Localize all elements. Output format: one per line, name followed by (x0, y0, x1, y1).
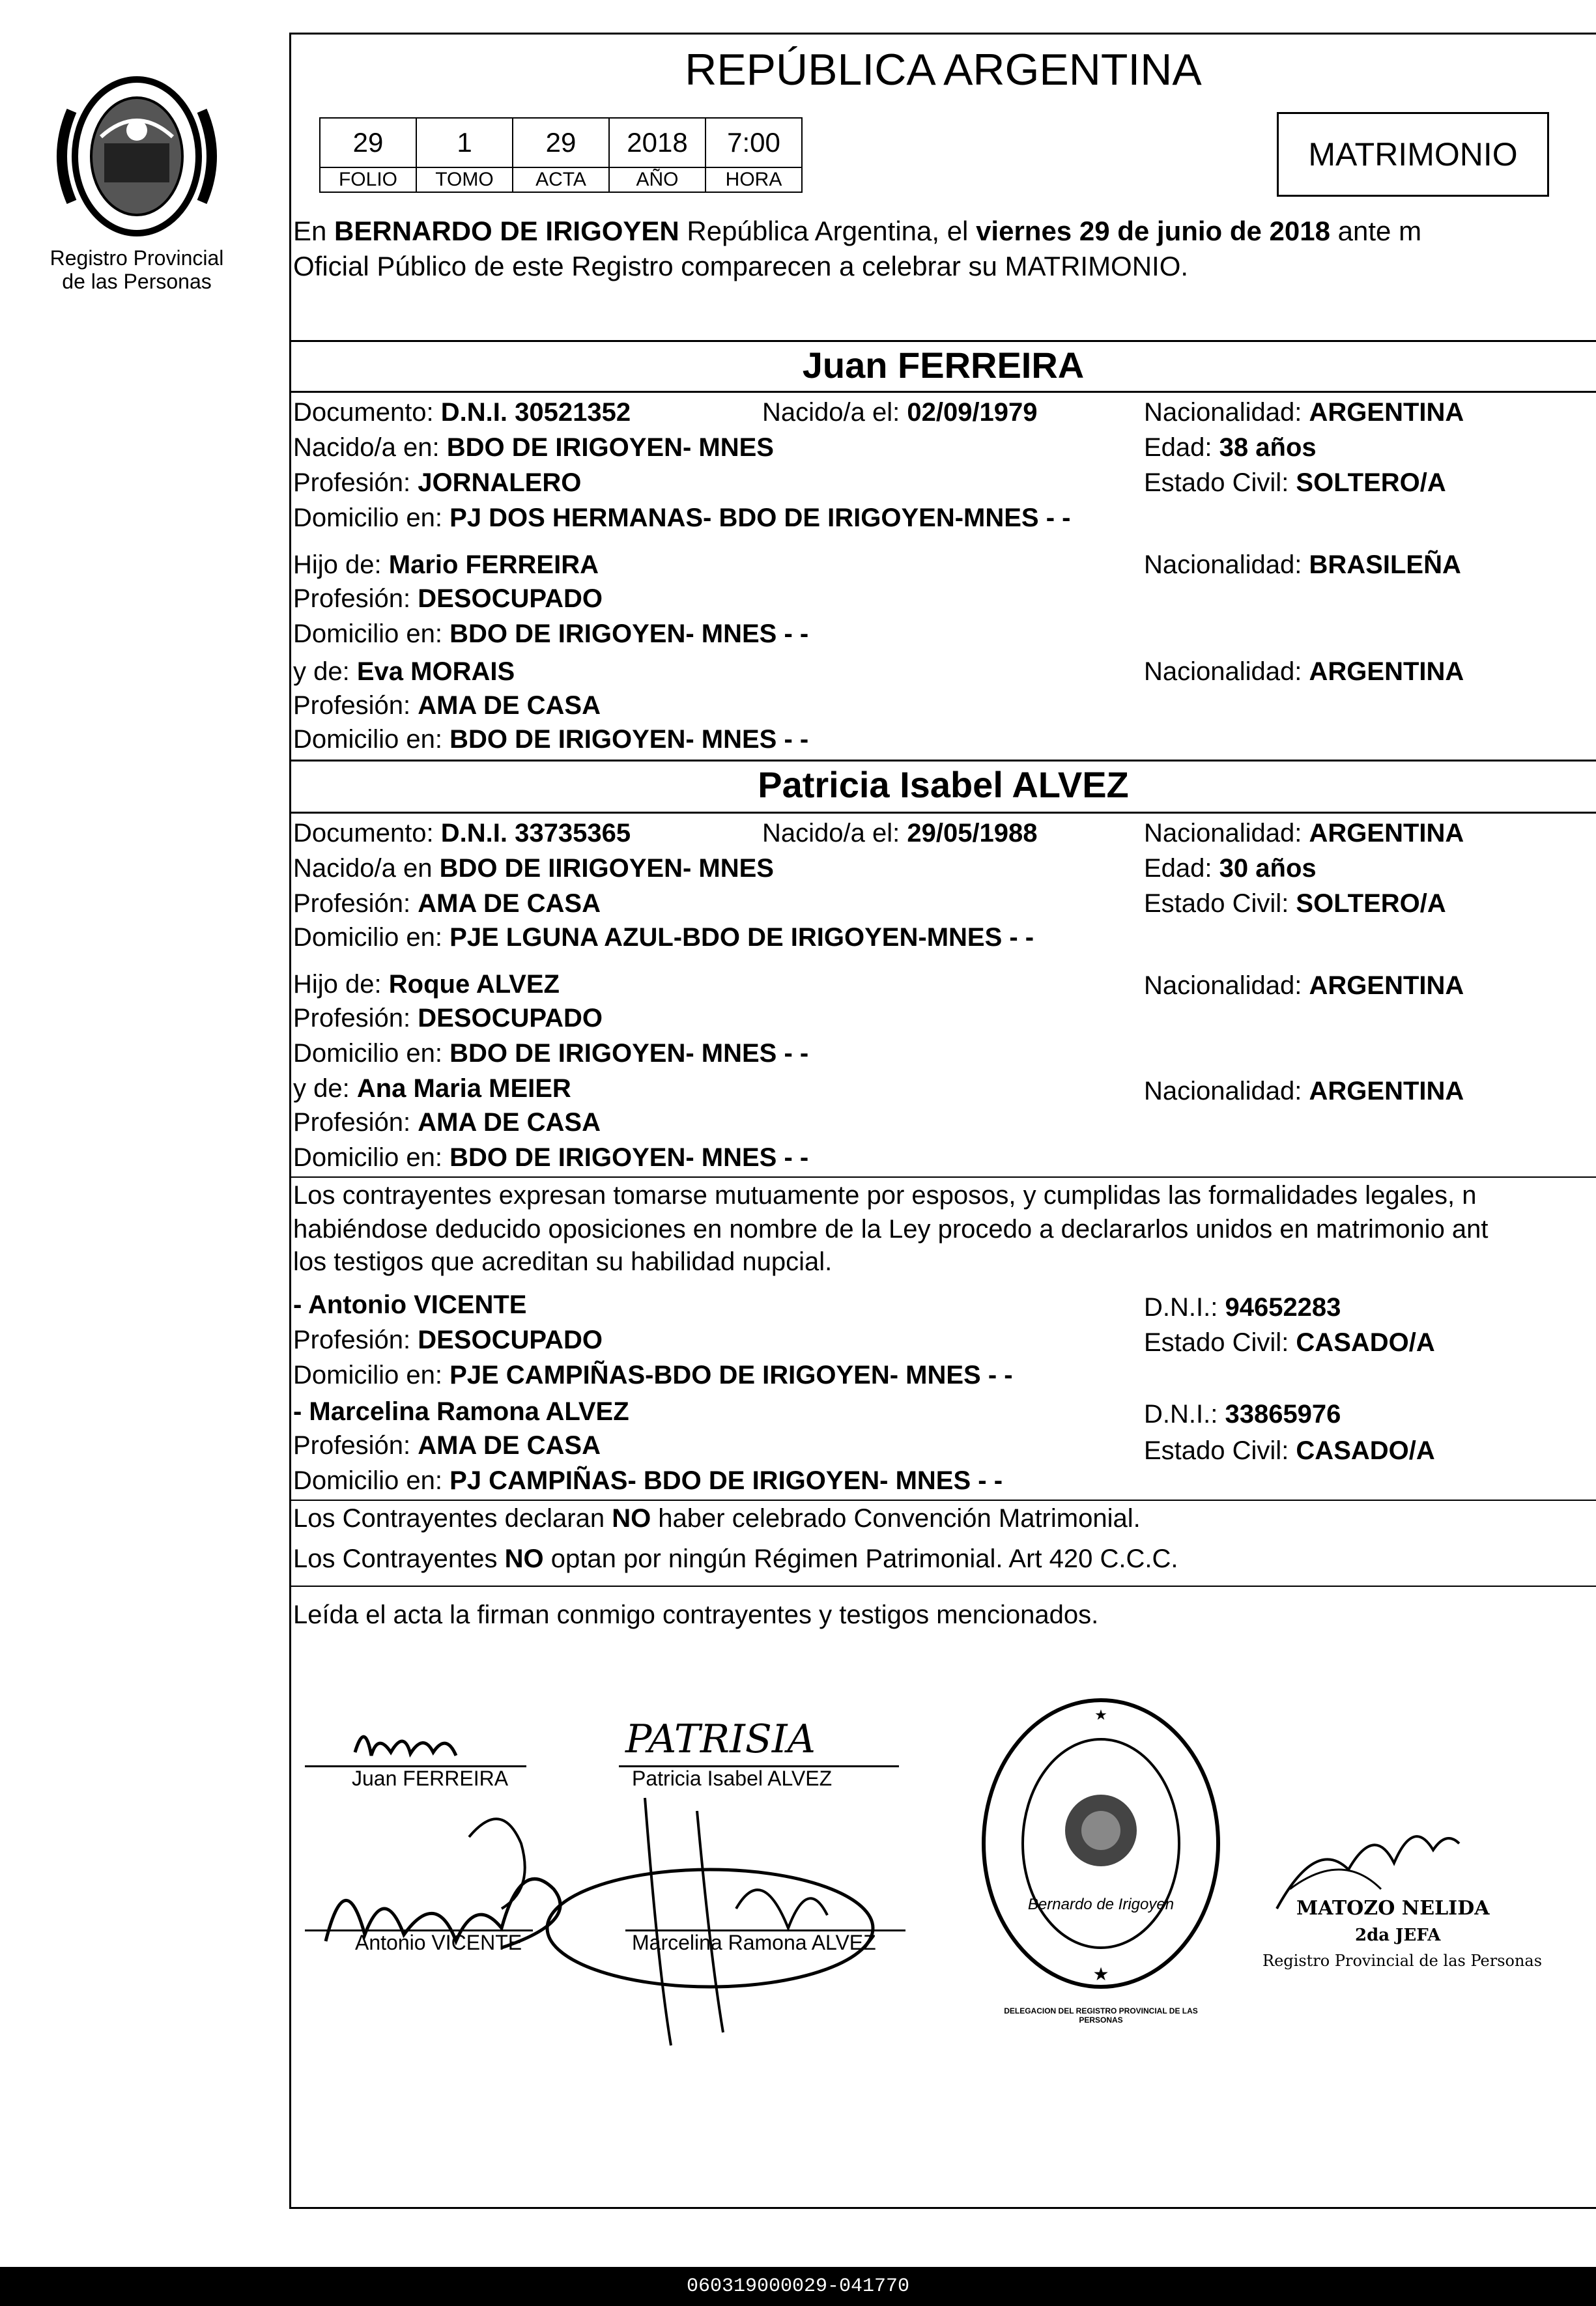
bride-mother-address: Domicilio en: BDO DE IRIGOYEN- MNES - - (293, 1143, 809, 1172)
witness-2-profession: Profesión: AMA DE CASA (293, 1431, 601, 1460)
official-stamp (977, 1694, 1225, 1993)
record-type: MATRIMONIO (1308, 136, 1518, 173)
groom-mother: y de: Eva MORAIS (293, 657, 515, 686)
tomo-value: 1 (416, 118, 513, 167)
official-title: 2da JEFA (1355, 1926, 1441, 1945)
witness-1-address: Domicilio en: PJE CAMPIÑAS-BDO DE IRIGOYEN- MNES - - (293, 1361, 1013, 1389)
record-table (319, 117, 803, 193)
bride-signature-label: Patricia Isabel ALVEZ (632, 1767, 833, 1790)
groom-age: Edad: 38 años (1144, 433, 1317, 462)
svg-text:★: ★ (1092, 1963, 1109, 1985)
groom-mother-profession: Profesión: AMA DE CASA (293, 691, 601, 720)
groom-mother-nationality: Nacionalidad: ARGENTINA (1144, 657, 1464, 686)
bride-birthdate: Nacido/a el: 29/05/1988 (762, 819, 1038, 847)
intro-line-1: En BERNARDO DE IRIGOYEN República Argentina, el viernes 29 de junio de 2018 ante m (293, 216, 1422, 246)
bride-father-nationality: Nacionalidad: ARGENTINA (1144, 971, 1464, 1000)
tomo-label: TOMO (416, 167, 513, 192)
groom-nationality: Nacionalidad: ARGENTINA (1144, 398, 1464, 427)
witness-2-name: - Marcelina Ramona ALVEZ (293, 1397, 629, 1426)
convention-line-1: Los Contrayentes declaran NO haber celebrado Convención Matrimonial. (293, 1504, 1141, 1533)
hora-label: HORA (705, 167, 802, 192)
divider-closing (289, 1586, 1596, 1587)
bride-age: Edad: 30 años (1144, 854, 1317, 883)
declaration-line-1: Los contrayentes expresan tomarse mutuamente por esposos, y cumplidas las formalidades legales, n (293, 1181, 1477, 1210)
bride-mother-profession: Profesión: AMA DE CASA (293, 1108, 601, 1137)
closing-statement: Leída el acta la firman conmigo contrayentes y testigos mencionados. (293, 1601, 1099, 1629)
bride-nationality: Nacionalidad: ARGENTINA (1144, 819, 1464, 847)
hora-value: 7:00 (705, 118, 802, 167)
witness-1-dni: D.N.I.: 94652283 (1144, 1293, 1341, 1322)
groom-father-nationality: Nacionalidad: BRASILEÑA (1144, 550, 1461, 579)
bride-address: Domicilio en: PJE LGUNA AZUL-BDO DE IRIGOYEN-MNES - - (293, 923, 1034, 952)
divider-declaration (289, 1176, 1596, 1178)
official-name: MATOZO NELIDA (1296, 1897, 1490, 1920)
registry-caption-2: de las Personas (62, 270, 212, 293)
divider-conventions (289, 1500, 1596, 1501)
svg-text:★: ★ (1094, 1707, 1107, 1724)
footer-code-bar (0, 2267, 1596, 2306)
convention-line-2: Los Contrayentes NO optan por ningún Régimen Patrimonial. Art 420 C.C.C. (293, 1544, 1178, 1573)
groom-father: Hijo de: Mario FERREIRA (293, 550, 599, 579)
bride-father-profession: Profesión: DESOCUPADO (293, 1004, 603, 1032)
bride-name-title: Patricia Isabel ALVEZ (758, 764, 1129, 805)
stamp-inner-text: Bernardo de Irigoyen (1027, 1896, 1175, 1913)
footer-code: 060319000029-041770 (686, 2275, 910, 2298)
witness-2-dni: D.N.I.: 33865976 (1144, 1400, 1341, 1429)
bride-father: Hijo de: Roque ALVEZ (293, 970, 560, 999)
bride-mother-nationality: Nacionalidad: ARGENTINA (1144, 1077, 1464, 1105)
bride-father-address: Domicilio en: BDO DE IRIGOYEN- MNES - - (293, 1039, 809, 1068)
official-office: Registro Provincial de las Personas (1262, 1952, 1543, 1970)
acta-label: ACTA (513, 167, 609, 192)
witness-1-civil-status: Estado Civil: CASADO/A (1144, 1328, 1435, 1357)
witness-2-civil-status: Estado Civil: CASADO/A (1144, 1436, 1435, 1465)
witness-2-signature-label: Marcelina Ramona ALVEZ (632, 1931, 876, 1954)
registry-stamp-icon (977, 1694, 1225, 1993)
groom-address: Domicilio en: PJ DOS HERMANAS- BDO DE IRIGOYEN-MNES - - (293, 504, 1071, 532)
groom-father-address: Domicilio en: BDO DE IRIGOYEN- MNES - - (293, 619, 809, 648)
acta-value: 29 (513, 118, 609, 167)
groom-mother-address: Domicilio en: BDO DE IRIGOYEN- MNES - - (293, 725, 809, 754)
intro-line-2: Oficial Público de este Registro comparecen a celebrar su MATRIMONIO. (293, 251, 1189, 281)
groom-signature-label: Juan FERREIRA (352, 1767, 509, 1790)
witness-1-name: - Antonio VICENTE (293, 1290, 527, 1319)
divider-bride-top (289, 760, 1596, 762)
misiones-seal-icon (33, 59, 241, 254)
frame-bottom-border (289, 2207, 1596, 2209)
bride-birthplace: Nacido/a en BDO DE IIRIGOYEN- MNES (293, 854, 774, 883)
country-title: REPÚBLICA ARGENTINA (685, 45, 1202, 94)
divider-groom-top (289, 340, 1596, 342)
stamp-ring-text: DELEGACION DEL REGISTRO PROVINCIAL DE LAS PERSONAS (1004, 2006, 1198, 2025)
bride-mother: y de: Ana Maria MEIER (293, 1074, 571, 1103)
bride-document: Documento: D.N.I. 33735365 (293, 819, 631, 847)
witness-2-address: Domicilio en: PJ CAMPIÑAS- BDO DE IRIGOYEN- MNES - - (293, 1466, 1003, 1495)
anio-label: AÑO (609, 167, 705, 192)
declaration-line-2: habiéndose deducido oposiciones en nombre de la Ley procedo a declararlos unidos en matrimonio ant (293, 1215, 1489, 1244)
groom-civil-status: Estado Civil: SOLTERO/A (1144, 468, 1446, 497)
bride-civil-status: Estado Civil: SOLTERO/A (1144, 889, 1446, 918)
groom-birthplace: Nacido/a en: BDO DE IRIGOYEN- MNES (293, 433, 774, 462)
folio-label: FOLIO (320, 167, 416, 192)
frame-top-border (289, 33, 1596, 35)
groom-father-profession: Profesión: DESOCUPADO (293, 584, 603, 613)
bride-handwriting: PATRISIA (625, 1716, 816, 1762)
groom-profession: Profesión: JORNALERO (293, 468, 582, 497)
folio-value: 29 (320, 118, 416, 167)
divider-bride-header (289, 812, 1596, 814)
registry-logo (33, 59, 241, 254)
declaration-line-3: los testigos que acreditan su habilidad nupcial. (293, 1247, 833, 1276)
witness-1-signature-label: Antonio VICENTE (355, 1931, 522, 1954)
record-type-box (1277, 112, 1549, 197)
groom-birthdate: Nacido/a el: 02/09/1979 (762, 398, 1038, 427)
groom-name-title: Juan FERREIRA (802, 345, 1085, 386)
witness-1-profession: Profesión: DESOCUPADO (293, 1326, 603, 1354)
groom-document: Documento: D.N.I. 30521352 (293, 398, 631, 427)
bride-profession: Profesión: AMA DE CASA (293, 889, 601, 918)
anio-value: 2018 (609, 118, 705, 167)
divider-groom-header (289, 391, 1596, 393)
registry-caption-1: Registro Provincial (50, 246, 224, 270)
